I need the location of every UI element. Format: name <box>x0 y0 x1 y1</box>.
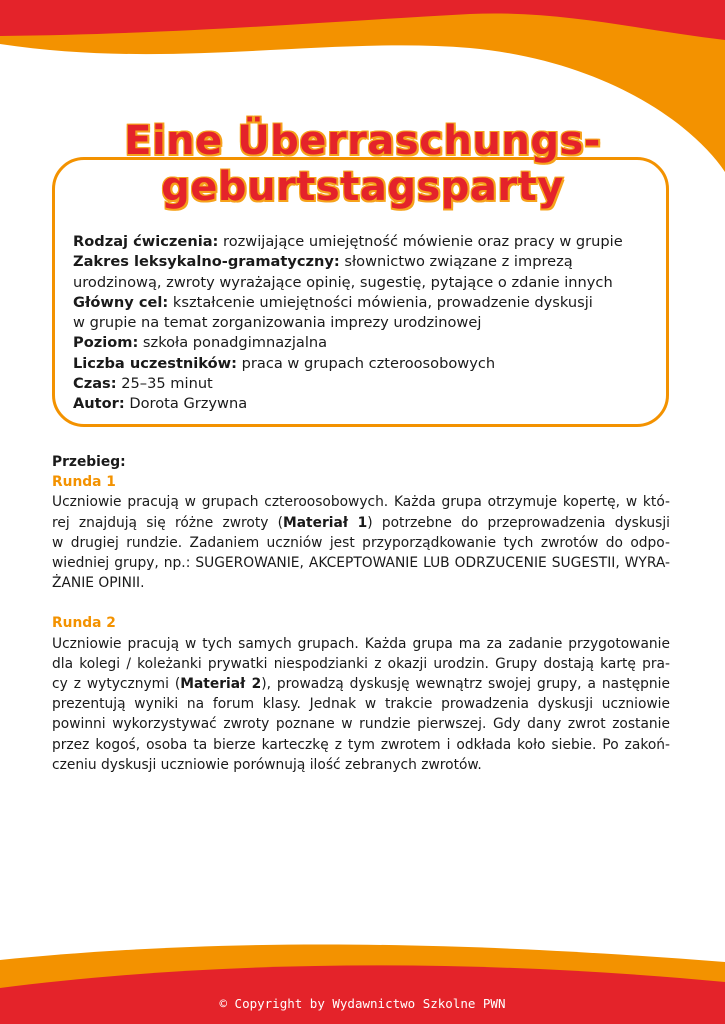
info-row-goal <box>73 293 683 313</box>
info-value: Dorota Grzywna <box>124 395 248 413</box>
info-row-goal-cont <box>73 313 683 333</box>
info-value: rozwijające umiejętność mówienie oraz pracy w grupie <box>218 233 623 250</box>
info-row-participants <box>73 354 683 374</box>
info-list <box>73 232 683 415</box>
procedure-heading: Przebieg: <box>52 454 126 470</box>
page-title-line-2: geburtstagsparty <box>161 164 564 210</box>
info-label: Poziom: <box>73 334 139 352</box>
info-value: szkoła ponadgimnazjalna <box>138 334 328 352</box>
info-value: 25–35 minut <box>116 375 213 393</box>
paragraph-line: cy z wytycznymi (Materiał 2), prowadzą dyskusję wewnątrz swojej grupy, a następnie <box>52 676 671 693</box>
info-label: Główny cel: <box>73 293 169 311</box>
round-2-heading: Runda 2 <box>52 615 116 632</box>
info-label: Autor: <box>73 395 125 413</box>
paragraph-line: w drugiej rundzie. Zadaniem uczniów jest przyporządkowanie tych zwrotów do odpo- <box>52 534 670 551</box>
paragraph-line: powinni wykorzystywać zwroty poznane w rundzie pierwszej. Gdy dany zwrot zostanie <box>52 716 670 733</box>
info-row-level <box>73 333 683 353</box>
paragraph-line: ŻANIE OPINII. <box>52 575 145 592</box>
info-row-time <box>73 374 683 394</box>
info-label: Czas: <box>73 375 117 393</box>
info-value: w grupie na temat zorganizowania imprezy urodzinowej <box>73 314 482 332</box>
paragraph-line: prezentują wyniki na forum klasy. Jednak w trakcie prowadzenia dyskusji uczniowie <box>52 696 670 713</box>
round-1-paragraph <box>52 492 670 593</box>
round-1-heading: Runda 1 <box>52 474 116 491</box>
info-row-scope <box>73 252 683 272</box>
info-value: słownictwo związane z imprezą <box>339 253 573 271</box>
paragraph-line: Uczniowie pracują w grupach czteroosobowych. Każda grupa otrzymuje kopertę, w któ- <box>52 494 670 511</box>
paragraph-line: dla kolegi / koleżanki prywatki niespodzianki z okazji urodzin. Grupy dostają kartę pra- <box>52 655 670 672</box>
paragraph-line: Uczniowie pracują w tych samych grupach. Każda grupa ma za zadanie przygotowanie <box>52 635 670 652</box>
info-row-scope-cont <box>73 273 683 293</box>
paragraph-line: wiedniej grupy, np.: SUGEROWANIE, AKCEPTOWANIE LUB ODRZUCENIE SUGESTII, WYRA- <box>52 555 670 572</box>
paragraph-line: czeniu dyskusji uczniowie porównują ilość zebranych zwrotów. <box>52 756 482 773</box>
info-row-type <box>73 232 683 252</box>
copyright-footer: © Copyright by Wydawnictwo Szkolne PWN <box>219 996 506 1011</box>
info-value: praca w grupach czteroosobowych <box>236 354 496 372</box>
info-value: kształcenie umiejętności mówienia, prowadzenie dyskusji <box>168 293 593 311</box>
page-title-line-1: Eine Überraschungs- <box>124 118 601 164</box>
procedure-section <box>52 452 670 775</box>
info-label: Zakres leksykalno-gramatyczny: <box>73 253 340 271</box>
paragraph-line: przez kogoś, osoba ta bierze karteczkę z tym zwrotem i odkłada koło siebie. Po zakoń- <box>52 736 670 753</box>
paragraph-line: rej znajdują się różne zwroty (Materiał 1) potrzebne do przeprowadzenia dyskusji <box>52 514 671 531</box>
info-row-author <box>73 394 683 414</box>
info-value: urodzinową, zwroty wyrażające opinię, sugestię, pytające o zdanie innych <box>73 273 613 291</box>
info-label: Rodzaj ćwiczenia: <box>73 233 219 250</box>
round-2-paragraph <box>52 634 670 775</box>
info-label: Liczba uczestników: <box>73 354 237 372</box>
